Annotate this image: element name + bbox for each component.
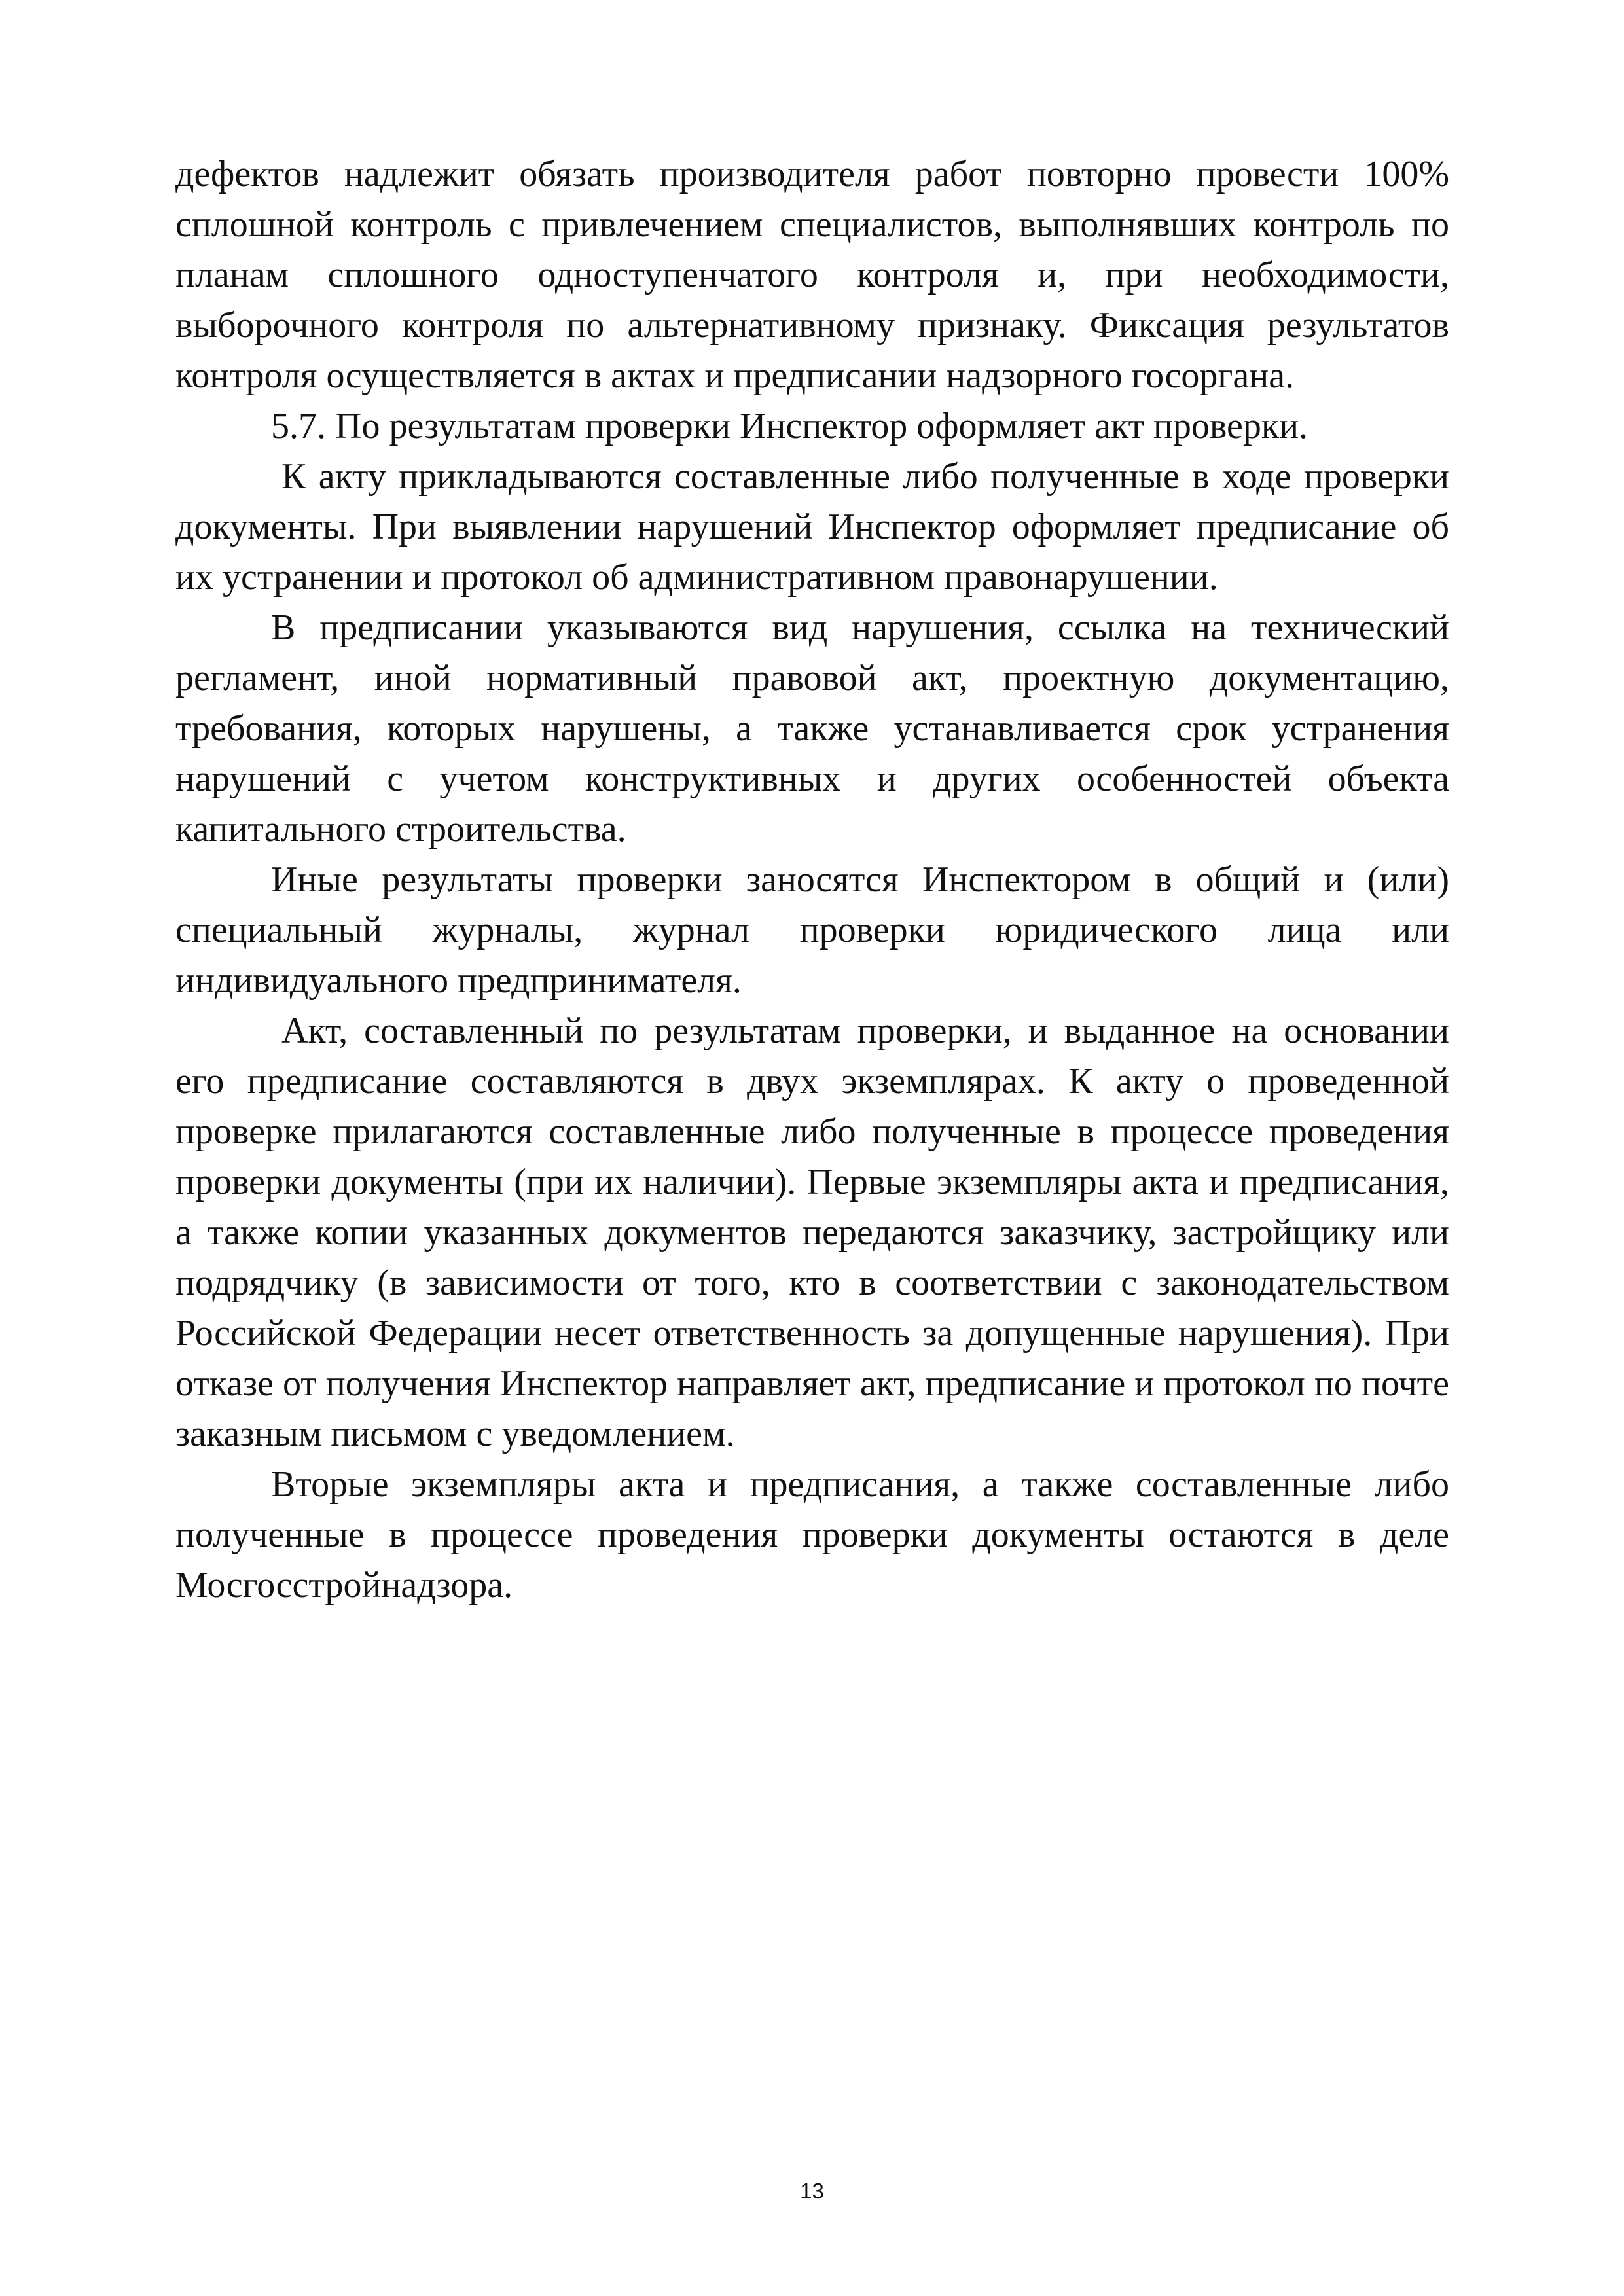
paragraph-defects-control: дефектов надлежит обязать производителя работ повторно провести 100% сплошной контроль с привлечением специалистов, выполнявших контроль по планам сплошного одноступенчатого контроля и, при необходимости, выборочного контроля по альтернативному признаку. Фиксация результатов контроля осуществляется в актах и предписании надзорного госоргана.	[175, 154, 1449, 396]
body-text	[175, 149, 1449, 1611]
paragraph-act-copies: Акт, составленный по результатам проверки, и выданное на основании его предписание составляются в двух экземплярах. К акту о проведенной проверке прилагаются составленные либо полученные в процессе проведения проверки документы (при их наличии). Первые экземпляры акта и предписания, а также копии указанных документов передаются заказчику, застройщику или подрядчику (в зависимости от того, кто в соответствии с законодательством Российской Федерации несет ответственность за допущенные нарушения). При отказе от получения Инспектор направляет акт, предписание и протокол по почте заказным письмом с уведомлением.	[175, 1011, 1449, 1454]
paragraph-second-copies: Вторые экземпляры акта и предписания, а также составленные либо полученные в процессе проведения проверки документы остаются в деле Мосгосстройнадзора.	[175, 1464, 1449, 1605]
paragraph-act-attachments: К акту прикладываются составленные либо полученные в ходе проверки документы. При выявлении нарушений Инспектор оформляет предписание об их устранении и протокол об административном правонарушении.	[175, 456, 1449, 598]
paragraph-prescription-contents: В предписании указываются вид нарушения, ссылка на технический регламент, иной нормативный правовой акт, проектную документацию, требования, которых нарушены, а также устанавливается срок устранения нарушений с учетом конструктивных и других особенностей объекта капитального строительства.	[175, 607, 1449, 850]
page-number: 13	[800, 2179, 824, 2203]
paragraph-5-7-inspection-act: 5.7. По результатам проверки Инспектор оформляет акт проверки.	[271, 406, 1308, 446]
paragraph-journal-records: Иные результаты проверки заносятся Инспектором в общий и (или) специальный журналы, журнал проверки юридического лица или индивидуального предпринимателя.	[175, 859, 1449, 1001]
